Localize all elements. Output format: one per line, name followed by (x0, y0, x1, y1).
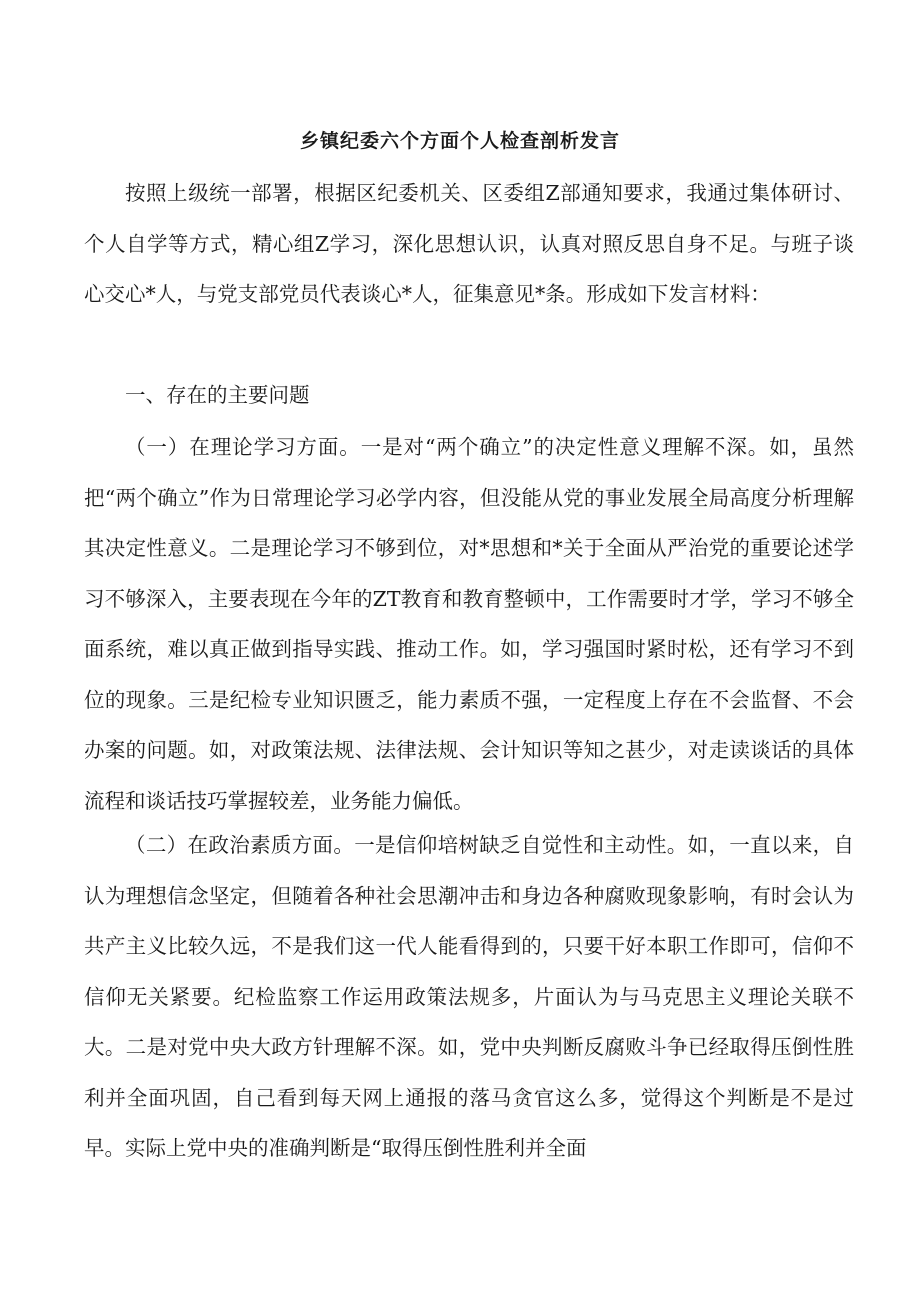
intro-paragraph: 按照上级统一部署，根据区纪委机关、区委组Z部通知要求，我通过集体研讨、个人自学等方式，精心组Z学习，深化思想认识，认真对照反思自身不足。与班子谈心交心*人，与党支部党员代表谈心*人，征集意见*条。形成如下发言材料： (84, 181, 854, 306)
theory-study-paragraph: （一）在理论学习方面。一是对“两个确立”的决定性意义理解不深。如，虽然把“两个确立”作为日常理论学习必学内容，但没能从党的事业发展全局高度分析理解其决定性意义。二是理论学习不够到位，对*思想和*关于全面从严治党的重要论述学习不够深入，主要表现在今年的ZT教育和教育整顿中，工作需要时才学，学习不够全面系统，难以真正做到指导实践、推动工作。如，学习强国时紧时松，还有学习不到位的现象。三是纪检专业知识匮乏，能力素质不强，一定程度上存在不会监督、不会办案的问题。如，对政策法规、法律法规、会计知识等知之甚少，对走读谈话的具体流程和谈话技巧掌握较差，业务能力偏低。 (84, 435, 854, 813)
section-heading: 一、存在的主要问题 (125, 383, 310, 407)
document-title: 乡镇纪委六个方面个人检查剖析发言 (299, 130, 620, 152)
political-quality-paragraph: （二）在政治素质方面。一是信仰培树缺乏自觉性和主动性。如，一直以来，自认为理想信念坚定，但随着各种社会思潮冲击和身边各种腐败现象影响，有时会认为共产主义比较久远，不是我们这一代人能看得到的，只要干好本职工作即可，信仰不信仰无关紧要。纪检监察工作运用政策法规多，片面认为与马克思主义理论关联不大。二是对党中央大政方针理解不深。如，党中央判断反腐败斗争已经取得压倒性胜利并全面巩固，自己看到每天网上通报的落马贪官这么多，觉得这个判断是不是过早。实际上党中央的准确判断是“取得压倒性胜利并全面 (84, 833, 854, 1160)
